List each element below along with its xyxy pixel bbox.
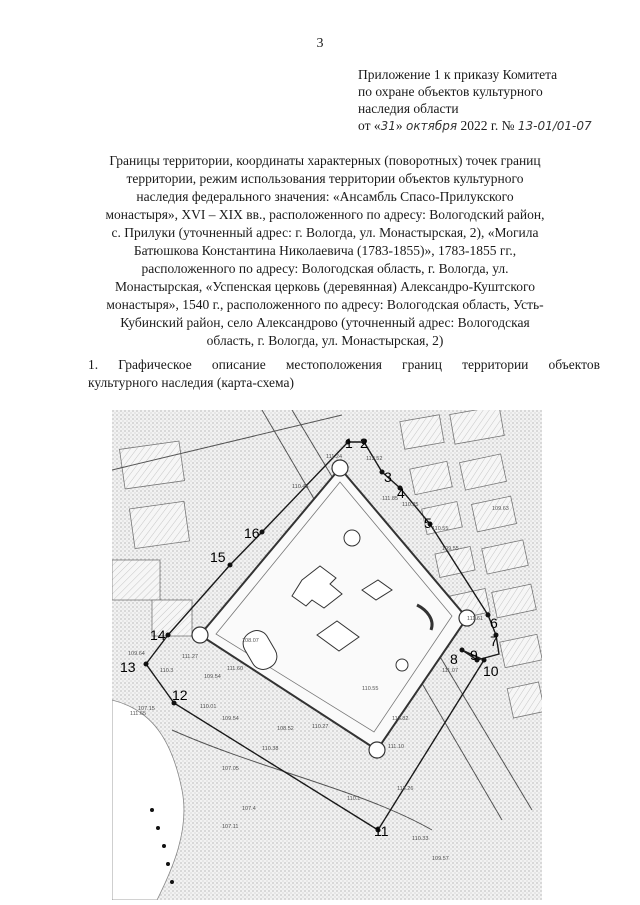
date-mid: »: [395, 118, 403, 133]
elevation-mark: 112.52: [366, 456, 383, 462]
site-map: [112, 410, 542, 900]
elevation-mark: 109.54: [204, 674, 221, 680]
elevation-mark: 108.52: [277, 726, 294, 732]
appendix-line-1: Приложение 1 к приказу Комитета: [358, 67, 558, 82]
elevation-mark: 111.60: [227, 666, 244, 672]
boundary-point-label: 6: [490, 615, 498, 631]
elevation-mark: 110.38: [262, 746, 279, 752]
document-heading: [60, 152, 590, 350]
heading-line: территории, режим использования территории объектов культурного: [126, 171, 524, 186]
appendix-line-4: [358, 117, 628, 135]
heading-line: область, г. Вологда, ул. Монастырская, 2): [206, 333, 444, 348]
boundary-point-label: 3: [384, 469, 392, 485]
elevation-mark: 111.24: [326, 454, 343, 460]
elevation-mark: 111.61: [467, 616, 484, 622]
appendix-block: [358, 66, 628, 135]
elevation-mark: 111.85: [382, 496, 399, 502]
boundary-point-label: 7: [490, 633, 498, 649]
date-prefix: от «: [358, 118, 381, 133]
section-line-2: культурного наследия (карта-схема): [88, 375, 294, 390]
boundary-point-label: 15: [210, 549, 226, 565]
heading-line: Границы территории, координаты характерных (поворотных) точек границ: [109, 153, 541, 168]
section-line-1: 1. Графическое описание местоположения границ территории объектов: [88, 357, 600, 372]
elevation-mark: 109.64: [128, 651, 145, 657]
elevation-mark: 107.4: [242, 806, 256, 812]
elevation-mark: 109.63: [492, 506, 509, 512]
elevation-mark: 111.07: [442, 668, 459, 674]
elevation-mark: 110.25: [402, 502, 419, 508]
elevation-mark: 110.1: [347, 796, 361, 802]
heading-line: Монастырская, «Успенская церковь (деревянная) Александро-Куштского: [115, 279, 535, 294]
elevation-mark: 109.54: [222, 716, 239, 722]
elevation-mark: 107.15: [138, 706, 155, 712]
appendix-line-3: наследия области: [358, 101, 459, 116]
boundary-point-label: 12: [172, 687, 188, 703]
heading-line: с. Прилуки (уточненный адрес: г. Вологда, ул. Монастырская, 2), «Могила: [111, 225, 539, 240]
appendix-line-2: по охране объектов культурного: [358, 84, 543, 99]
elevation-mark: 110.01: [200, 704, 217, 710]
handwritten-month: октября: [406, 119, 458, 133]
elevation-mark: 110.55: [362, 686, 379, 692]
handwritten-order-number: 13-01/01-07: [517, 119, 592, 133]
heading-line: расположенного по адресу: Вологодская область, г. Вологда, ул.: [141, 261, 509, 276]
heading-line: монастыря», 1540 г., расположенного по адресу: Вологодская область, Усть-: [106, 297, 544, 312]
boundary-point-label: 9: [470, 647, 478, 663]
elevation-mark: 110.55: [432, 526, 449, 532]
boundary-point-label: 8: [450, 651, 458, 667]
elevation-mark: 107.05: [222, 766, 239, 772]
boundary-point-label: 2: [360, 435, 368, 451]
elevation-mark: 108.07: [242, 638, 259, 644]
handwritten-day: 31: [380, 119, 396, 133]
boundary-point-label: 13: [120, 659, 136, 675]
boundary-point-label: 11: [374, 823, 389, 839]
elevation-mark: 110.3: [160, 668, 174, 674]
elevation-mark: 109.57: [432, 856, 449, 862]
boundary-point-label: 10: [483, 663, 499, 679]
boundary-point-label: 5: [424, 515, 432, 531]
elevation-mark: 113.26: [397, 786, 414, 792]
section-heading: [88, 356, 600, 392]
elevation-mark: 110.27: [312, 724, 329, 730]
elevation-mark: 111.10: [388, 744, 405, 750]
elevation-mark: 113.82: [392, 716, 409, 722]
elevation-mark: 111.65: [130, 711, 147, 717]
boundary-point-label: 16: [244, 525, 260, 541]
heading-line: наследия федерального значения: «Ансамбль Спасо-Прилукского: [136, 189, 514, 204]
elevation-mark: 107.11: [222, 824, 239, 830]
heading-line: Батюшкова Константина Николаевича (1783-1855)», 1783-1855 гг.,: [133, 243, 517, 258]
boundary-point-label: 1: [345, 435, 353, 451]
elevation-mark: 110.45: [292, 484, 309, 490]
map-scheme: [112, 410, 542, 900]
heading-line: Кубинский район, село Александрово (уточненный адрес: Вологодская: [120, 315, 530, 330]
page-number: 3: [316, 36, 324, 51]
heading-line: монастыря», XVI – XIX вв., расположенного по адресу: Вологодский район,: [105, 207, 545, 222]
boundary-point-label: 14: [150, 627, 166, 643]
boundary-point-label: 4: [397, 485, 405, 501]
elevation-mark: 110.33: [412, 836, 429, 842]
elevation-mark: 109.55: [442, 546, 459, 552]
elevation-mark: 111.27: [182, 654, 199, 660]
date-year: 2022 г. №: [460, 118, 515, 133]
